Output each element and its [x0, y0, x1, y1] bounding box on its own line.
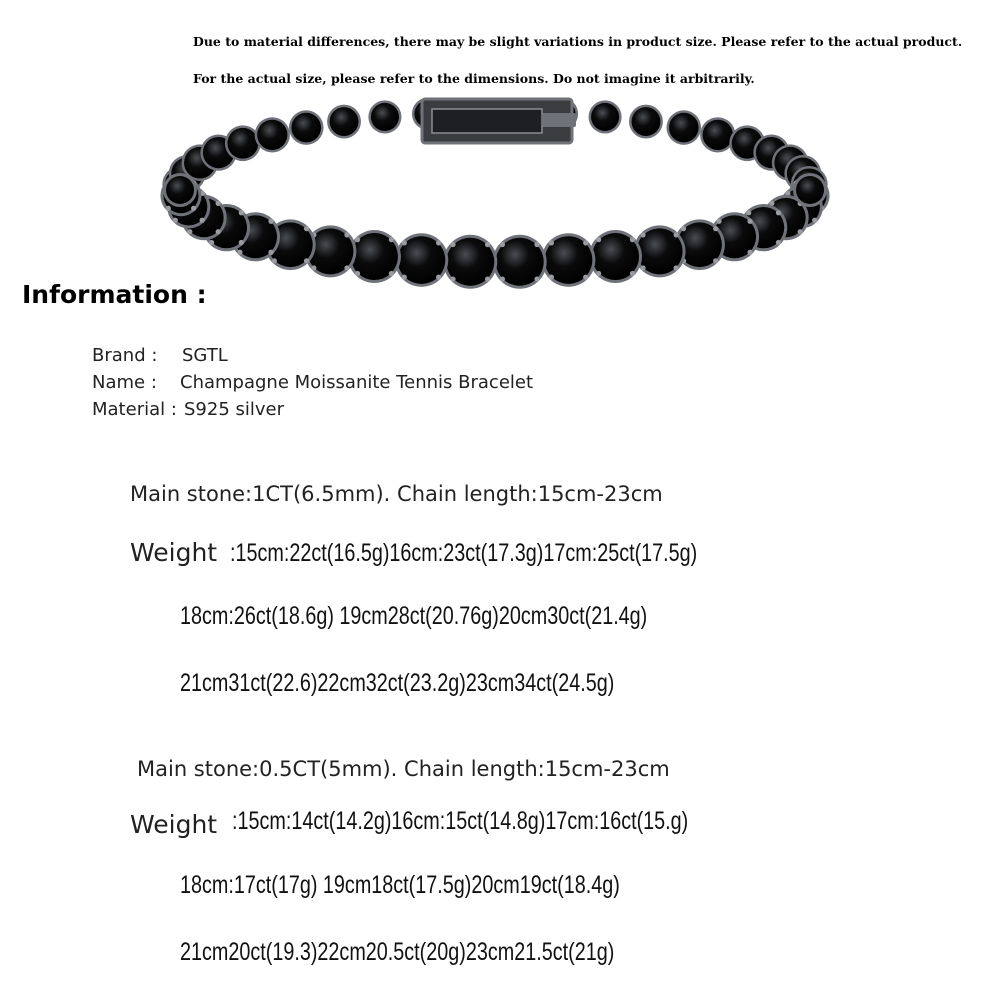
bracelet-stone — [291, 113, 321, 143]
main-stone-1ct: Main stone:1CT(6.5mm). Chain length:15cm-23cm — [130, 482, 663, 506]
bracelet-prong — [549, 275, 554, 280]
bracelet-prong — [534, 242, 539, 247]
note-size-variation: Due to material differences, there may be slight variations in product size. Please refer to the actual product. — [193, 34, 963, 49]
bracelet-prong — [311, 265, 316, 270]
bracelet-prong — [596, 271, 601, 276]
bracelet-prong — [776, 240, 781, 245]
bracelet-prong — [436, 240, 441, 245]
bracelet-prong — [239, 210, 244, 215]
bracelet-prong — [166, 206, 171, 211]
brand-row — [92, 345, 228, 366]
bracelet-prong — [549, 240, 554, 245]
bracelet-prong — [716, 219, 721, 224]
bracelet-prong — [500, 242, 505, 247]
bracelet-prong — [534, 276, 539, 281]
bracelet-prong — [713, 258, 718, 263]
bracelet-clasp-tongue — [542, 113, 576, 127]
bracelet-prong — [713, 226, 718, 231]
bracelet-prong — [355, 237, 360, 242]
bracelet-prong — [239, 240, 244, 245]
bracelet-prong — [304, 226, 309, 231]
name-value: Champagne Moissanite Tennis Bracelet — [180, 372, 534, 393]
bracelet-prong — [583, 240, 588, 245]
bracelet-prong — [596, 237, 601, 242]
bracelet-prong — [304, 258, 309, 263]
bracelet-prong — [485, 242, 490, 247]
weight-line-05ct-3: 21cm20ct(19.3)22cm20.5ct(20g)23cm21.5ct(21g) — [180, 937, 615, 966]
bracelet-prong — [389, 237, 394, 242]
info-title: Information : — [22, 280, 207, 309]
bracelet-prong — [191, 206, 196, 211]
material-row — [92, 399, 284, 420]
bracelet-stone — [796, 176, 824, 204]
note-actual-size: For the actual size, please refer to the dimensions. Do not imagine it arbitrarily. — [193, 71, 755, 86]
bracelet-prong — [389, 271, 394, 276]
bracelet-prong — [173, 218, 178, 223]
bracelet-prong — [630, 271, 635, 276]
bracelet-prong — [344, 232, 349, 237]
bracelet-prong — [402, 275, 407, 280]
bracelet-stone — [591, 103, 619, 131]
bracelet-prong — [268, 250, 273, 255]
weight-line-05ct-2: 18cm:17ct(17g) 19cm18ct(17.5g)20cm19ct(18.4g) — [180, 870, 620, 899]
material-value: S925 silver — [184, 399, 285, 420]
bracelet-prong — [355, 271, 360, 276]
weight-line-1ct-1: :15cm:22ct(16.5g)16cm:23ct(17.3g)17cm:25ct(17.5g) — [230, 538, 698, 567]
weight-line-05ct-1: :15cm:14ct(14.2g)16cm:15ct(14.8g)17cm:16ct(15.g) — [232, 806, 689, 835]
bracelet-prong — [747, 250, 752, 255]
bracelet-prong — [187, 229, 192, 234]
bracelet-prong — [812, 218, 817, 223]
main-stone-05ct: Main stone:0.5CT(5mm). Chain length:15cm-23cm — [137, 757, 670, 781]
bracelet-prong — [216, 201, 221, 206]
bracelet-prong — [776, 210, 781, 215]
bracelet-prong — [209, 240, 214, 245]
bracelet-prong — [216, 229, 221, 234]
bracelet-prong — [450, 242, 455, 247]
bracelet-clasp-plate — [432, 109, 542, 133]
bracelet-stone — [669, 113, 699, 143]
bracelet-prong — [674, 265, 679, 270]
brand-label: Brand : — [92, 345, 158, 366]
bracelet-prong — [640, 232, 645, 237]
bracelet-prong — [630, 237, 635, 242]
bracelet-prong — [747, 219, 752, 224]
bracelet-prong — [200, 218, 205, 223]
bracelet-prong — [237, 250, 242, 255]
bracelet-prong — [268, 219, 273, 224]
bracelet-prong — [746, 210, 751, 215]
bracelet-stone — [257, 120, 287, 150]
bracelet-stone — [371, 103, 399, 131]
bracelet-stone — [227, 128, 258, 159]
bracelet-stone — [632, 107, 661, 136]
bracelet-prong — [436, 275, 441, 280]
brand-value: SGTL — [182, 345, 228, 366]
bracelet-prong — [344, 265, 349, 270]
bracelet-prong — [798, 229, 803, 234]
bracelet-stone — [166, 176, 194, 204]
material-label: Material : — [92, 399, 177, 420]
bracelet-prong — [640, 265, 645, 270]
bracelet-prong — [674, 232, 679, 237]
bracelet-prong — [583, 275, 588, 280]
name-label: Name : — [92, 372, 157, 393]
name-row — [92, 372, 533, 393]
bracelet-stone — [703, 120, 733, 150]
weight-line-1ct-3: 21cm31ct(22.6)22cm32ct(23.2g)23cm34ct(24.5g) — [180, 668, 615, 697]
bracelet-prong — [402, 240, 407, 245]
weight-label-1ct: Weight — [130, 538, 218, 567]
weight-line-1ct-2: 18cm:26ct(18.6g) 19cm28ct(20.76g)20cm30ct(21.4g) — [180, 601, 648, 630]
bracelet-prong — [681, 226, 686, 231]
bracelet-image — [150, 95, 840, 295]
bracelet-prong — [272, 258, 277, 263]
bracelet-stone — [330, 107, 359, 136]
bracelet-prong — [485, 276, 490, 281]
weight-label-05ct: Weight — [130, 810, 218, 839]
bracelet-prong — [450, 276, 455, 281]
bracelet-prong — [500, 276, 505, 281]
